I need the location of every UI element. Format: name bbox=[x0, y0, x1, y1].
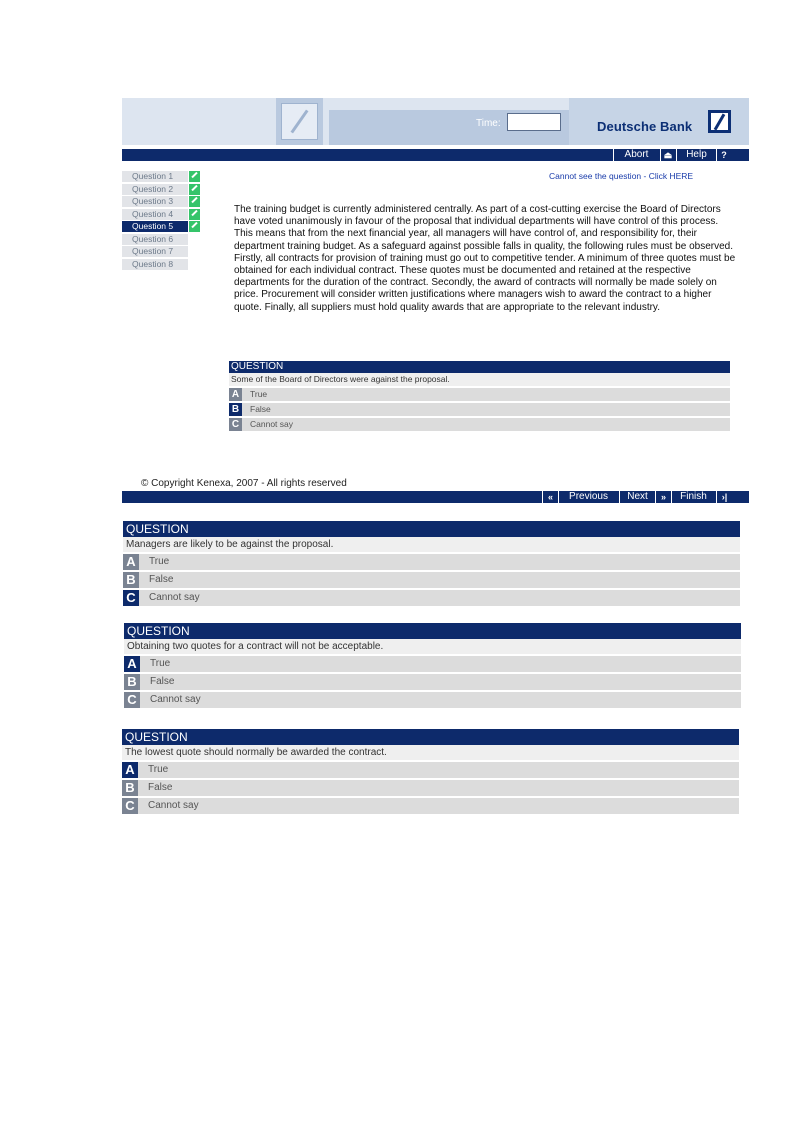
question-navigator bbox=[122, 171, 202, 271]
option-b[interactable] bbox=[122, 778, 739, 796]
option-letter-a: A bbox=[122, 762, 138, 778]
question-statement: Obtaining two quotes for a contract will not be acceptable. bbox=[124, 639, 741, 654]
brand-name: Deutsche Bank bbox=[597, 119, 693, 134]
option-label: Cannot say bbox=[150, 694, 201, 705]
question-heading: QUESTION bbox=[229, 361, 730, 373]
option-letter-c: C bbox=[124, 692, 140, 708]
option-letter-b: B bbox=[122, 780, 138, 796]
bottom-toolbar bbox=[122, 491, 749, 503]
option-label: True bbox=[149, 556, 170, 567]
time-field[interactable] bbox=[507, 113, 561, 131]
option-c[interactable] bbox=[122, 796, 739, 814]
option-label: Cannot say bbox=[250, 419, 293, 429]
question-heading: QUESTION bbox=[124, 623, 741, 639]
answered-check-icon bbox=[189, 196, 200, 207]
option-label: Cannot say bbox=[149, 592, 200, 603]
copyright-text: © Copyright Kenexa, 2007 - All rights reserved bbox=[141, 478, 347, 489]
sidebar-item-label: Question 2 bbox=[132, 183, 174, 194]
sidebar-item-label: Question 4 bbox=[132, 208, 174, 219]
option-label: False bbox=[148, 782, 173, 793]
question-block bbox=[123, 521, 740, 606]
app-header bbox=[122, 98, 749, 145]
deutsche-bank-logo-icon bbox=[708, 110, 731, 133]
option-letter-a: A bbox=[229, 388, 242, 401]
option-label: False bbox=[149, 574, 174, 585]
sidebar-item-label: Question 5 bbox=[132, 221, 174, 231]
previous-button[interactable]: Previous bbox=[558, 491, 618, 503]
answered-check-icon bbox=[189, 221, 200, 232]
question-statement: Some of the Board of Directors were against the proposal. bbox=[229, 373, 730, 386]
question-block bbox=[124, 623, 741, 708]
finish-button[interactable]: Finish bbox=[671, 491, 715, 503]
option-label: False bbox=[150, 676, 175, 687]
sidebar-item-question-7[interactable] bbox=[122, 246, 188, 257]
option-letter-b: B bbox=[123, 572, 139, 588]
question-block bbox=[122, 729, 739, 814]
next-arrow-icon[interactable]: » bbox=[655, 491, 671, 503]
home-icon[interactable]: ⏏ bbox=[660, 149, 675, 161]
option-label: Cannot say bbox=[148, 800, 199, 811]
option-label: True bbox=[250, 389, 268, 399]
sidebar-item-question-1[interactable] bbox=[122, 171, 188, 182]
option-b[interactable] bbox=[123, 570, 740, 588]
option-letter-a: A bbox=[123, 554, 139, 570]
option-a[interactable] bbox=[122, 760, 739, 778]
question-statement: The lowest quote should normally be awarded the contract. bbox=[122, 745, 739, 760]
sidebar-item-question-2[interactable] bbox=[122, 184, 188, 195]
option-letter-b: B bbox=[229, 403, 242, 416]
option-c[interactable] bbox=[229, 416, 730, 431]
top-toolbar bbox=[122, 149, 749, 161]
option-label: True bbox=[150, 658, 171, 669]
cannot-see-question-link[interactable]: Cannot see the question - Click HERE bbox=[549, 171, 694, 181]
option-letter-b: B bbox=[124, 674, 140, 690]
option-a[interactable] bbox=[124, 654, 741, 672]
decorative-logo-tile bbox=[276, 98, 323, 145]
time-label: Time: bbox=[476, 118, 501, 129]
option-letter-a: A bbox=[124, 656, 140, 672]
help-button[interactable]: Help bbox=[676, 149, 716, 161]
question-icon[interactable]: ? bbox=[716, 149, 731, 161]
abort-button[interactable]: Abort bbox=[613, 149, 659, 161]
option-a[interactable] bbox=[229, 386, 730, 401]
current-question bbox=[229, 361, 730, 431]
question-heading: QUESTION bbox=[123, 521, 740, 537]
answered-check-icon bbox=[189, 171, 200, 182]
question-heading: QUESTION bbox=[122, 729, 739, 745]
sidebar-item-label: Question 3 bbox=[132, 196, 174, 206]
option-letter-c: C bbox=[122, 798, 138, 814]
answered-check-icon bbox=[189, 209, 200, 220]
option-c[interactable] bbox=[124, 690, 741, 708]
sidebar-item-label: Question 7 bbox=[132, 246, 174, 256]
option-letter-c: C bbox=[123, 590, 139, 606]
sidebar-item-label: Question 6 bbox=[132, 233, 174, 244]
finish-icon[interactable]: ›| bbox=[716, 491, 732, 503]
previous-arrow-icon[interactable]: « bbox=[542, 491, 558, 503]
answered-check-icon bbox=[189, 184, 200, 195]
option-label: True bbox=[148, 764, 169, 775]
sidebar-item-question-4[interactable] bbox=[122, 209, 188, 220]
sidebar-item-question-5[interactable] bbox=[122, 221, 188, 232]
sidebar-item-label: Question 8 bbox=[132, 258, 174, 269]
option-b[interactable] bbox=[229, 401, 730, 416]
sidebar-item-question-3[interactable] bbox=[122, 196, 188, 207]
sidebar-item-label: Question 1 bbox=[132, 171, 174, 181]
option-b[interactable] bbox=[124, 672, 741, 690]
sidebar-item-question-8[interactable] bbox=[122, 259, 188, 270]
option-label: False bbox=[250, 404, 271, 414]
next-button[interactable]: Next bbox=[619, 491, 655, 503]
option-c[interactable] bbox=[123, 588, 740, 606]
option-letter-c: C bbox=[229, 418, 242, 431]
reading-passage: The training budget is currently administered centrally. As part of a cost-cutting exercise the Board of Directors have voted unanimously in favour of the proposal that individual departments will have control of this process. This means that from the next financial year, all managers will have control of, and responsibility for, their department training budget. As a safeguard against possible falls in quality, the following rules must be observed. Firstly, all contracts for provision of training must go out to competitive tender. A minimum of three quotes must be obtained for each individual contract. These quotes must be documented and retained at the respective departments for the duration of the contract. Secondly, the award of contracts will normally be made solely on price. Procurement will consider written justifications where managers wish to award the contract to a higher quote. Finally, all suppliers must hold quality awards that are appropriate to the relevant industry. bbox=[234, 204, 736, 313]
question-statement: Managers are likely to be against the proposal. bbox=[123, 537, 740, 552]
sidebar-item-question-6[interactable] bbox=[122, 234, 188, 245]
option-a[interactable] bbox=[123, 552, 740, 570]
